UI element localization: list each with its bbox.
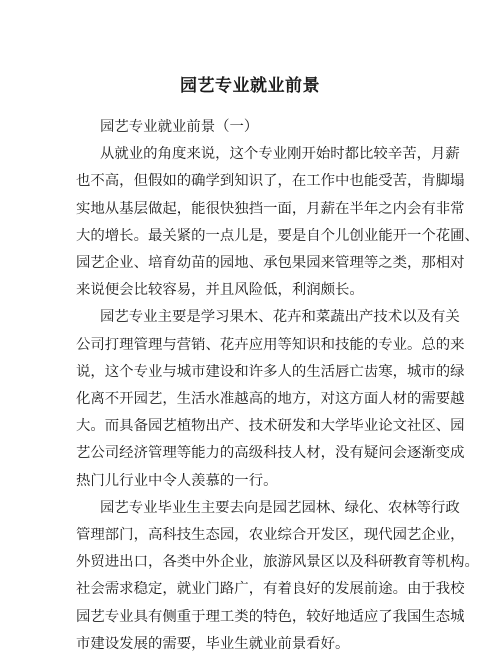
- paragraph-1: [76, 141, 479, 304]
- paragraph-2: [76, 304, 465, 494]
- paragraph-line: 外贸进出口，各类中外企业，旅游风景区以及科研教育等机构。: [76, 554, 479, 571]
- paragraph-line: 大的增长。最关紧的一点儿是，要是自个儿创业能开一个花圃、: [76, 227, 479, 244]
- paragraph-line: 园艺专业主要是学习果木、花卉和菜蔬出产技术以及有关: [100, 309, 460, 326]
- paragraph-line: 市建设发展的需要，毕业生就业前景看好。: [76, 635, 350, 652]
- paragraph-line: 园艺企业、培育幼苗的园地、承包果园来管理等之类，那相对: [76, 255, 465, 272]
- document-body: [76, 114, 479, 658]
- paragraph-line: 公司打理管理与营销、花卉应用等知识和技能的专业。总的来: [76, 336, 465, 353]
- paragraph-line: 从就业的角度来说，这个专业刚开始时都比较辛苦，月薪: [100, 146, 460, 163]
- paragraph-line: 园艺专业毕业生主要去向是园艺园林、绿化、农林等行政: [100, 499, 460, 516]
- paragraph-line: 实地从基层做起，能很快独挡一面，月薪在半年之内会有非常: [76, 200, 465, 217]
- paragraph-line: 也不高，但假如的确学到知识了，在工作中也能受苦，肯脚塌: [76, 173, 465, 190]
- paragraph-line: 大。而具备园艺植物出产、技术研发和大学毕业论文社区、园: [76, 418, 465, 435]
- document-title: 园艺专业就业前景: [180, 76, 320, 96]
- section-subtitle: 园艺专业就业前景（一）: [100, 119, 259, 135]
- paragraph-line: 园艺专业具有侧重于理工类的特色，较好地适应了我国生态城: [76, 608, 465, 625]
- paragraph-line: 化离不开园艺，生活水准越高的地方，对这方面人材的需要越: [76, 391, 465, 408]
- paragraph-line: 来说便会比较容易，并且风险低，利润颇长。: [76, 282, 364, 299]
- paragraph-line: 社会需求稳定，就业门路广，有着良好的发展前途。由于我校: [76, 581, 465, 598]
- paragraph-line: 说，这个专业与城市建设和许多人的生活唇亡齿寒，城市的绿: [76, 363, 465, 380]
- paragraph-line: 热门儿行业中令人羡慕的一行。: [76, 472, 278, 489]
- paragraph-3: [76, 495, 479, 658]
- paragraph-line: 艺公司经济管理等能力的高级科技人材，没有疑问会逐渐变成: [76, 445, 465, 462]
- paragraph-line: 管理部门，高科技生态园，农业综合开发区，现代园艺企业，: [76, 527, 465, 544]
